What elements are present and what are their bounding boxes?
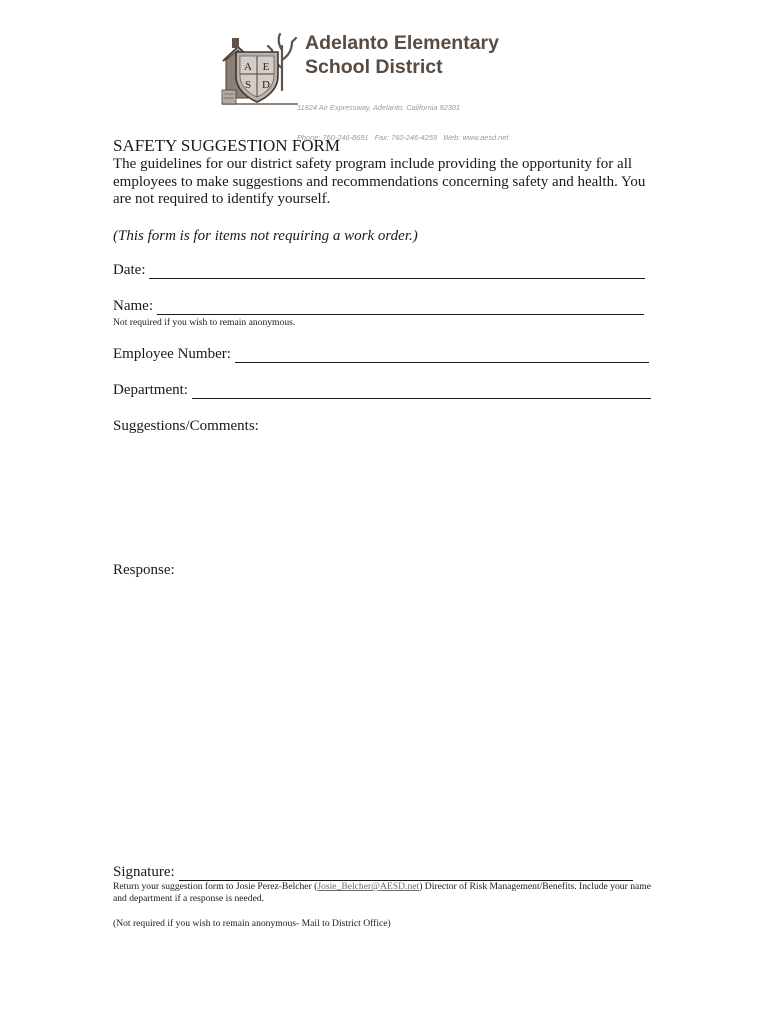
response-area[interactable] (113, 584, 653, 854)
name-input-line[interactable] (157, 301, 644, 315)
employee-number-label: Employee Number: (113, 346, 231, 362)
name-field (113, 298, 644, 315)
svg-text:S: S (244, 79, 252, 91)
department-label: Department: (113, 382, 188, 398)
name-label: Name: (113, 298, 153, 314)
return-instructions-suffix: ) Director of Risk Management/Benefits. Include your name and department if a response is needed. (113, 881, 651, 905)
contact-email-link[interactable]: Josie_Belcher@AESD.net (317, 881, 420, 892)
suggestions-label: Suggestions/Comments: (113, 418, 259, 434)
department-input-line[interactable] (192, 385, 651, 399)
form-note: (This form is for items not requiring a work order.) (113, 228, 418, 244)
date-field (113, 262, 645, 279)
signature-input-line[interactable] (179, 867, 633, 881)
response-label: Response: (113, 562, 175, 578)
svg-text:D: D (262, 79, 270, 91)
name-hint: Not required if you wish to remain anonymous. (113, 317, 296, 328)
signature-field (113, 864, 633, 881)
return-instructions-prefix: Return your suggestion form to Josie Perez-Belcher ( (113, 881, 318, 892)
date-label: Date: (113, 262, 146, 278)
anonymous-mail-note: (Not required if you wish to remain anonymous- Mail to District Office) (113, 918, 391, 929)
return-instructions (113, 881, 663, 906)
district-address: 11824 Air Expressway, Adelanto, California 92301 (297, 103, 461, 112)
employee-number-field (113, 346, 649, 363)
svg-text:E: E (262, 61, 270, 73)
district-name (305, 31, 499, 79)
date-input-line[interactable] (149, 265, 645, 279)
department-field (113, 382, 651, 399)
signature-label: Signature: (113, 864, 175, 880)
form-intro: The guidelines for our district safety program include providing the opportunity for all employees to make suggestions and recommendations concerning safety and health. You are not required to identify yourself. (113, 156, 646, 207)
suggestions-area[interactable] (113, 440, 653, 555)
district-name-line2: School District (305, 56, 443, 78)
employee-number-input-line[interactable] (235, 349, 649, 363)
district-phone-fax-web: Phone: 760-246-8691 Fax: 760-246-4259 Web: www.aesd.net (297, 133, 509, 142)
district-logo (220, 28, 300, 106)
svg-text:A: A (244, 61, 252, 73)
form-title: SAFETY SUGGESTION FORM (113, 136, 341, 155)
district-name-line1: Adelanto Elementary (305, 32, 499, 54)
